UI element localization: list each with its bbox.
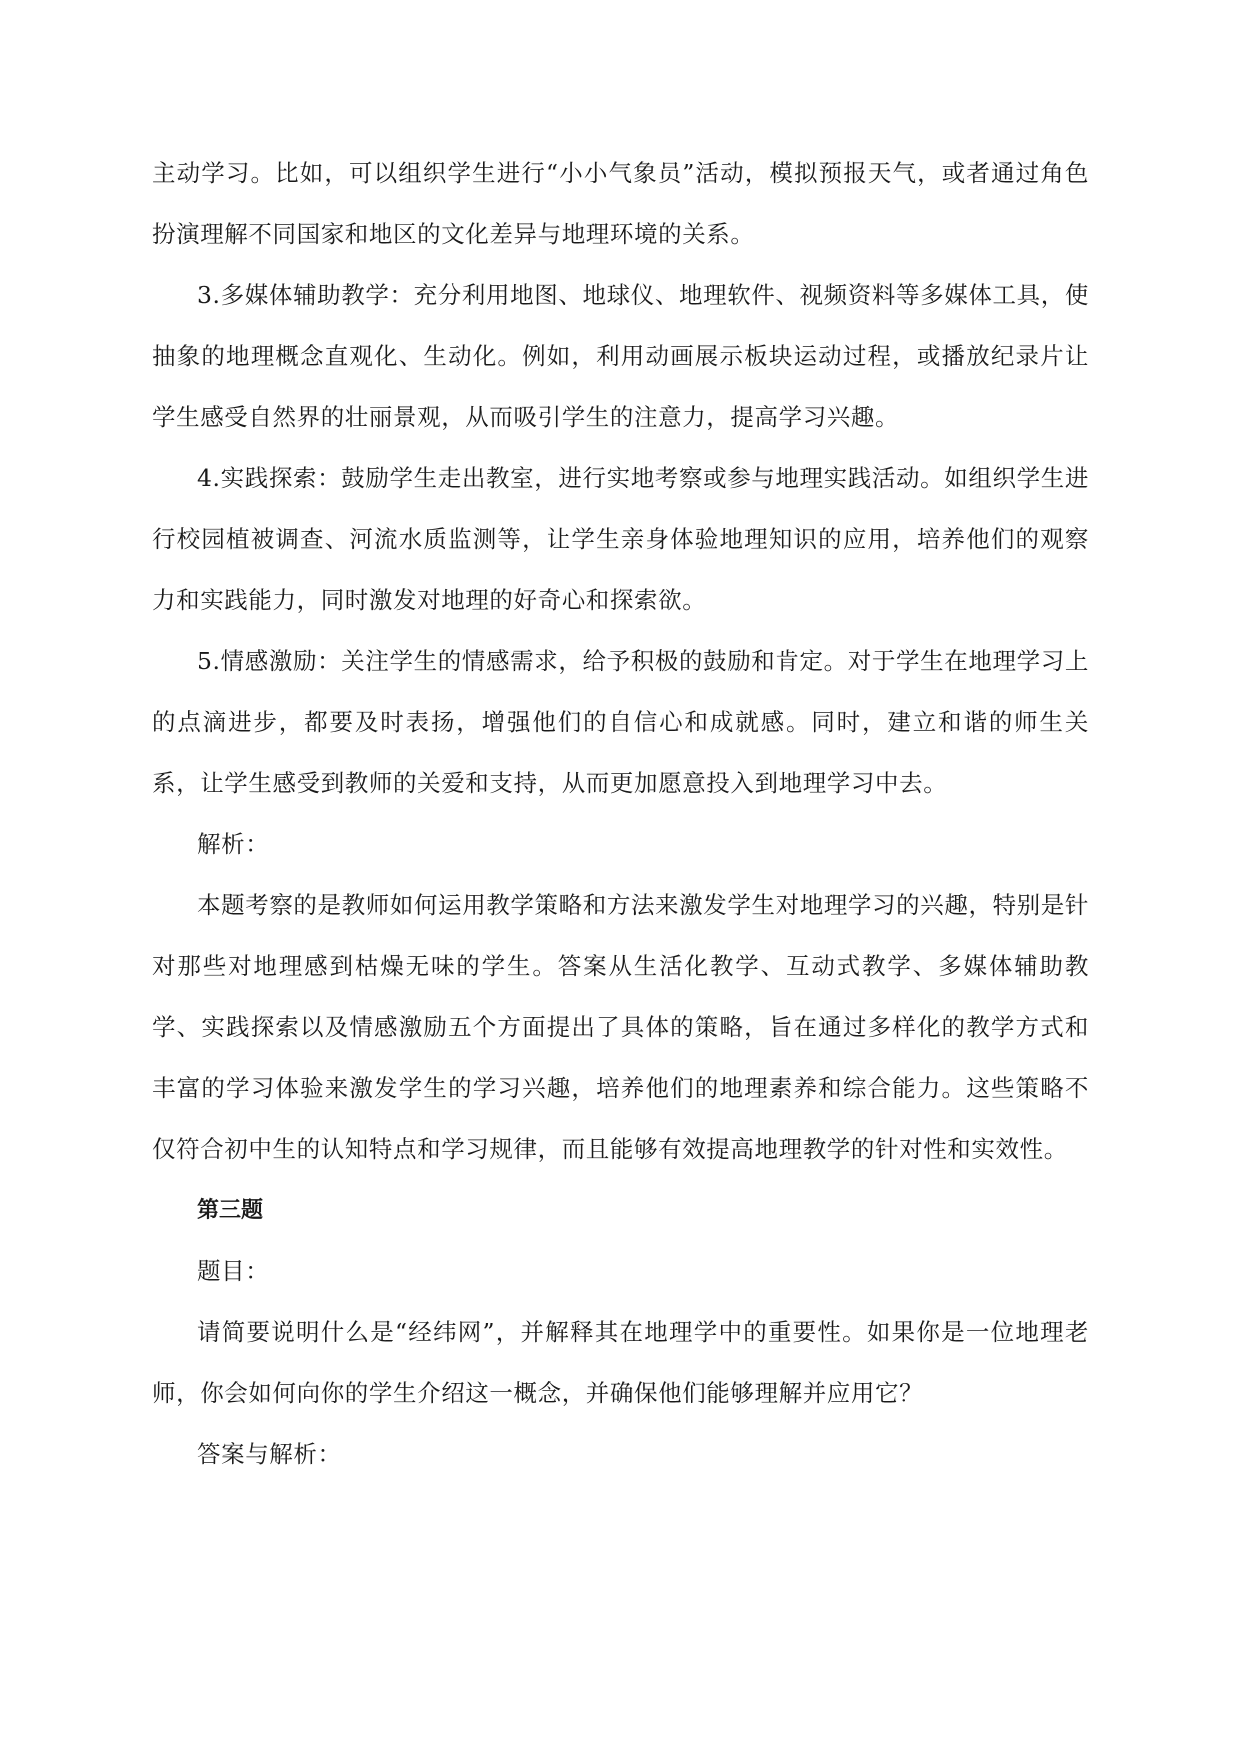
paragraph-multimedia-teaching: 3.多媒体辅助教学：充分利用地图、地球仪、地理软件、视频资料等多媒体工具，使抽象的地理概念直观化、生动化。例如，利用动画展示板块运动过程，或播放纪录片让学生感受自然界的壮丽景观，从而吸引学生的注意力，提高学习兴趣。 [152, 281, 1089, 431]
paragraph-emotional-motivation: 5.情感激励：关注学生的情感需求，给予积极的鼓励和肯定。对于学生在地理学习上的点滴进步，都要及时表扬，增强他们的自信心和成就感。同时，建立和谐的师生关系，让学生感受到教师的关爱和支持，从而更加愿意投入到地理学习中去。 [152, 647, 1089, 797]
answer-analysis-label: 答案与解析： [197, 1440, 342, 1468]
question-label: 题目： [197, 1257, 270, 1285]
analysis-label: 解析： [197, 830, 270, 858]
paragraph-practice-exploration: 4.实践探索：鼓励学生走出教室，进行实地考察或参与地理实践活动。如组织学生进行校园植被调查、河流水质监测等，让学生亲身体验地理知识的应用，培养他们的观察力和实践能力，同时激发对地理的好奇心和探索欲。 [152, 464, 1089, 614]
document-page [152, 143, 1089, 1485]
paragraph-analysis: 本题考察的是教师如何运用教学策略和方法来激发学生对地理学习的兴趣，特别是针对那些对地理感到枯燥无味的学生。答案从生活化教学、互动式教学、多媒体辅助教学、实践探索以及情感激励五个方面提出了具体的策略，旨在通过多样化的教学方式和丰富的学习体验来激发学生的学习兴趣，培养他们的地理素养和综合能力。这些策略不仅符合初中生的认知特点和学习规律，而且能够有效提高地理教学的针对性和实效性。 [152, 891, 1089, 1163]
paragraph-question: 请简要说明什么是“经纬网”，并解释其在地理学中的重要性。如果你是一位地理老师，你会如何向你的学生介绍这一概念，并确保他们能够理解并应用它？ [152, 1318, 1089, 1407]
section-heading-question-three: 第三题 [197, 1198, 264, 1223]
paragraph-active-learning: 主动学习。比如，可以组织学生进行“小小气象员”活动，模拟预报天气，或者通过角色扮演理解不同国家和地区的文化差异与地理环境的关系。 [152, 159, 1089, 248]
